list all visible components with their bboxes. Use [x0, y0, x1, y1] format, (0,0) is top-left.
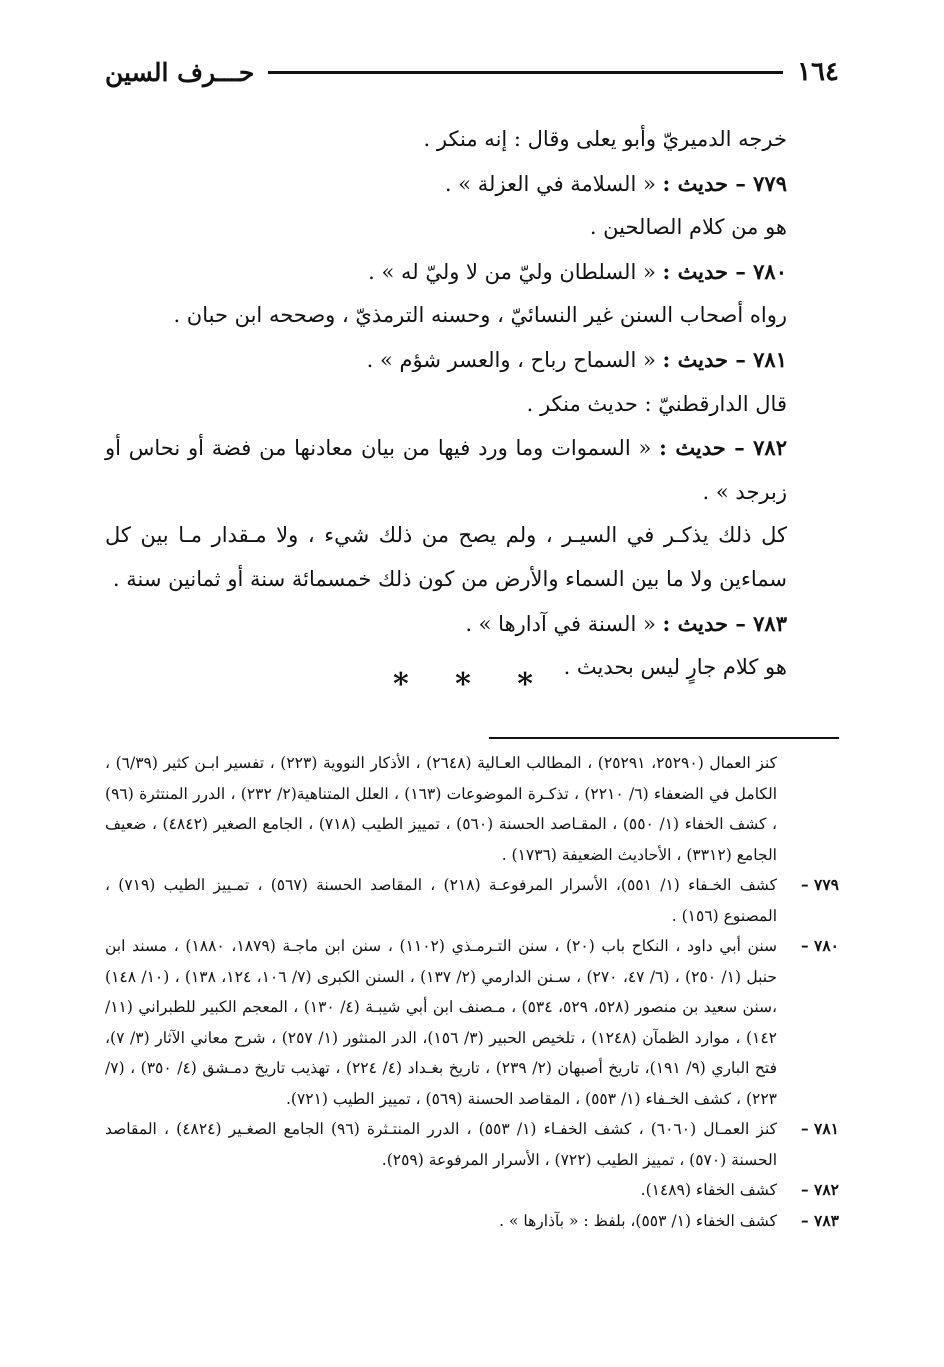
footnote-number: ٧٨٣ –	[800, 1210, 839, 1230]
paragraph: خرجه الدميريّ وأبو يعلى وقال : إنه منكر .	[423, 127, 787, 151]
section-separator-stars: * * *	[393, 667, 551, 702]
header-rule	[268, 71, 783, 74]
footnote-text: كشف الخـفاء (١/ ٥٥١)، الأسرار المرفوعـة (٢١٨) ، المقاصد الحسنة (٥٦٧) ، تمـييز الطيب (٧١٩) ، المصنوع (١٥٦) .	[105, 876, 777, 925]
hadith-text: « السماح رباح ، والعسر شؤم » .	[366, 347, 656, 372]
footnote-text: كنز العمـال (٦٠٦٠) ، كشف الخفـاء (١/ ٥٥٣) ، الدرر المنتـثرة (٩٦) الجامع الصغـير (٤٨٢٤) ، المقاصد الحسنة (٥٧٠) ، تمييز الطيب (٧٢٢) ، الأسرار المرفوعة (٢٥٩).	[105, 1120, 778, 1169]
hadith-entry	[105, 602, 839, 647]
hadith-entry	[105, 162, 839, 207]
footnote-text: كشف الخفاء (١٤٨٩).	[640, 1181, 777, 1199]
hadith-entry	[105, 338, 839, 383]
page-header	[105, 50, 839, 94]
footnote	[105, 1206, 839, 1237]
main-text	[105, 118, 839, 690]
hadith-text: « السلامة في العزلة » .	[444, 171, 656, 196]
footnote-text: سنن أبي داود ، النكاح باب (٢٠) ، سنن التـرمـذي (١١٠٢) ، سنن ابن ماجـة (١٨٧٩، ١٨٨٠) ، مسند ابن حنبل (١/ ٢٥٠) ، (٦/ ٤٧، ٢٧٠) ، سـنن الدارمي (٢/ ١٣٧) ، السنن الكبرى (٧/ ١٠٦، ١٢٤، ١٣٨) ، (١٠/ ١٤٨) ،سنن سعيد بن منصور (٥٢٨، ٥٢٩، ٥٣٤) ، مـصنف ابن أبي شيبـة (٤/ ١٣٠) ، المعجم الكبير للطبراني (١١/ ١٤٢) ، موارد الظمآن (١٢٤٨) ، تلخيص الحبير (٣/ ١٥٦)، الدر المنثور (١/ ٢٥٧) ، شرح معاني الآثار (٣/ ٧)، فتح الباري (٩/ ١٩١)، تاريخ أصبهان (٢/ ٢٣٩) ، تاريخ بغـداد (٤/ ٢٢٤) ، تهذيب تاريخ دمـشق (٤/ ٣٥٠) ، (٧/ ٢٢٣) ، كشف الخـفاء (١/ ٥٥٣) ، المقاصد الحسنة (٥٦٩) ، تمييز الطيب (٧٢١).	[105, 937, 778, 1108]
footnote	[105, 1175, 839, 1206]
hadith-number: ٧٨٢ – حديث :	[659, 435, 787, 461]
hadith-text: « السلطان وليّ من لا وليّ له » .	[368, 259, 656, 284]
hadith-number: ٧٨١ – حديث :	[662, 346, 787, 372]
hadith-entry	[105, 426, 839, 514]
hadith-text: « السموات وما ورد فيها من بيان معادنها من فضة أو نحاس أو زبرجد » .	[105, 436, 787, 504]
paragraph: كل ذلك يذكـر في السيـر ، ولم يصح من ذلك شيء ، ولا مـقدار مـا بين كل سماءين ولا ما بين السماء والأرض من كون ذلك خمسمائة سنة أو ثمانين سنة .	[105, 523, 787, 591]
footnote-text: كشف الخفاء (١/ ٥٥٣)، بلفظ : « بآذارها » .	[499, 1211, 777, 1230]
footnote-number	[777, 748, 839, 870]
hadith-text: « السنة في آدارها » .	[465, 611, 656, 636]
paragraph: قال الدارقطنيّ : حديث منكر .	[526, 391, 787, 416]
hadith-number: ٧٨٠ – حديث :	[662, 258, 787, 284]
footnote-number: ٧٨٢ –	[800, 1180, 839, 1199]
footnote-rule	[489, 737, 839, 739]
footnote	[105, 748, 839, 870]
paragraph: هو من كلام الصالحين .	[589, 215, 787, 240]
page-number: ١٦٤	[797, 57, 839, 87]
footnote-number: ٧٧٩ –	[800, 875, 839, 894]
footnote-text: كنز العمال (٢٥٢٩٠، ٢٥٢٩١) ، المطالب العـالية (٢٦٤٨) ، الأذكار النووية (٢٢٣) ، تفسير ابـن كثير (٦/٣٩) ، الكامل في الضعفاء (٦/ ٢٢١٠) ، تذكـرة الموضوعات (١٦٣) ، العلل المتناهية(٢/ ٢٣٢) ، الدرر المنتثرة (٩٦) ، كشف الخفاء (١/ ٥٥٠) ، المقـاصد الحسنة (٥٦٠) ، تمييز الطيب (٧١٨) ، الجامع الصغير (٤٨٤٢) ، ضعيف الجامع (٣٣١٢) ، الأحاديث الضعيفة (١٧٣٦) .	[105, 754, 778, 864]
hadith-number: ٧٧٩ – حديث :	[662, 170, 787, 196]
hadith-number: ٧٨٣ – حديث :	[662, 610, 787, 636]
paragraph: هو كلام جارٍ ليس بحديث .	[563, 655, 787, 680]
footnote-number: ٧٨٠ –	[800, 936, 839, 955]
footnote	[105, 931, 839, 1114]
footnotes	[105, 748, 839, 1236]
footnote-number: ٧٨١ –	[800, 1119, 839, 1138]
running-title: حـــرف السين	[105, 57, 255, 87]
paragraph: رواه أصحاب السنن غير النسائيّ ، وحسنه الترمذيّ ، وصححه ابن حبان .	[173, 303, 787, 328]
hadith-entry	[105, 250, 839, 295]
footnote	[105, 1114, 839, 1175]
footnote	[105, 870, 839, 931]
